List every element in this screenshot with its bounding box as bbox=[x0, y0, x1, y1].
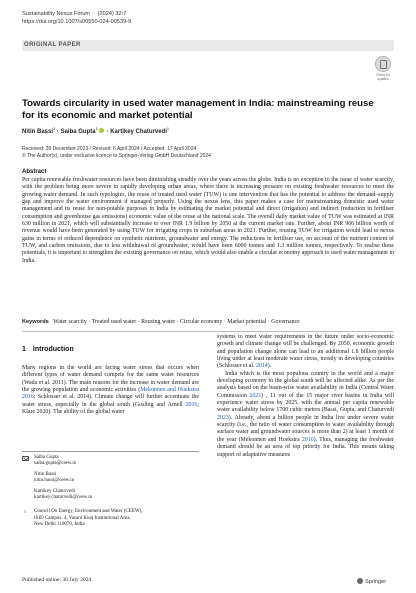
contact-name: Saiba Gupta bbox=[34, 455, 59, 460]
body-column-right bbox=[217, 334, 394, 459]
history-dates: Received: 28 December 2023 / Revised: 6 April 2024 / Accepted: 17 April 2024 bbox=[22, 146, 197, 152]
contact-name: Nitin Bassi bbox=[34, 471, 57, 477]
text-run: ; Klare 2020). The ability of the global water bbox=[22, 401, 199, 416]
correspondence-footnotes bbox=[22, 455, 199, 533]
paragraph bbox=[22, 365, 199, 416]
text-run: ). Already, about a billion people in India live under severe water scarcity (i.e., the ratio of water consumption to water availability through surface water and groundwater sources is more than 2) at least 1 month of the year (Mekonnen and Hoekstra bbox=[217, 414, 394, 443]
keyword: Governance bbox=[271, 319, 300, 325]
author-name[interactable]: Nitin Bassi bbox=[22, 129, 54, 135]
section-title: Introduction bbox=[32, 346, 74, 353]
divider bbox=[22, 331, 394, 332]
affiliation-entry bbox=[22, 509, 199, 528]
keyword: Market potential bbox=[227, 319, 267, 325]
contact-entry bbox=[22, 455, 199, 468]
author-affiliation-mark: 1 bbox=[95, 126, 98, 131]
citation-link[interactable]: 2023 bbox=[217, 414, 229, 421]
affiliation-line: ISID Campus, 4, Vasant Kunj Institutional Area, bbox=[34, 515, 131, 521]
bookmark-icon bbox=[375, 56, 391, 72]
article-history bbox=[22, 146, 211, 160]
article-type-label: ORIGINAL PAPER bbox=[24, 42, 81, 48]
author-name[interactable]: Saiba Gupta bbox=[60, 129, 96, 135]
check-for-updates-label: Check for updates bbox=[376, 73, 390, 81]
paragraph bbox=[217, 334, 394, 371]
contact-name: Kartikey Chaturvedi bbox=[34, 488, 75, 494]
keywords: Keywords Water scarcity · Treated used water · Reusing water · Circular economy · Market potential · Governance bbox=[22, 319, 300, 325]
journal-volume: (2024) 32:7 bbox=[97, 11, 127, 17]
contact-entry bbox=[22, 472, 199, 485]
text-run: systems to meet water requirements in the future under socio-economic growth and climate change will be challenged. By 2050, economic growth and population change alone can lead to an additional 1.8 billion people living under at least moderate water stress, mostly in developing countries (Schlosser et al. bbox=[217, 334, 394, 370]
footnote-divider bbox=[22, 451, 199, 452]
text-run: ). Thus, managing the freshwater demand should be an area of top priority for India. This means taking support of adaptative measures bbox=[217, 436, 394, 458]
contact-email[interactable]: saiba.gupta@ceew.in bbox=[34, 461, 77, 467]
journal-name: Sustainability Nexus Forum bbox=[22, 11, 91, 17]
body-column-left bbox=[22, 365, 199, 416]
check-for-updates-badge[interactable] bbox=[372, 56, 394, 82]
keyword: Circular economy bbox=[179, 319, 223, 325]
publisher-name: Springer bbox=[365, 579, 387, 585]
contact-email[interactable]: kartikey.chaturvedi@ceew.in bbox=[34, 495, 93, 501]
text-run: ). bbox=[267, 363, 272, 370]
paragraph bbox=[217, 371, 394, 459]
article-type-banner bbox=[0, 40, 416, 51]
affiliation-line: New Delhi 110070, India bbox=[34, 522, 85, 528]
citation-link[interactable]: Mekonnen and Hoekstra 2016 bbox=[22, 387, 199, 401]
doi-link[interactable]: https://doi.org/10.1007/s00550-024-00539-9 bbox=[22, 19, 132, 25]
abstract-text: Per capita renewable freshwater resources have been diminishing steadily over the years across the globe. India is no exception to the issue of water scarcity, with the problem being more severe in rapidly developing urban areas, where there is increasing pressure on existing freshwater resources to meet the growing water demand. In such typologies, the reuse of treated used water (TUW) is one intervention that has the potential to address the demand–supply gap and improve the water environment if managed properly. Using the nexus lens, this paper makes a case for mainstreaming domestic used water management and its reuse for non-potable purposes in India by estimating the market potential and direct (irrigation) and indirect (reduction in fertiliser consumption and greenhouse gas emissions) economic value of the reuse at the national scale. The overall daily market value of TUW was estimated at INR 630 million in 2021, which will substantially increase to over INR 1.9 billion by 2050 at the current market rate. Further, about INR 966 billion worth of revenue would have been generated by using TUW for irrigating crops in suburban areas in 2021. Further, reusing TUW for irrigation would lead to nexus gains in terms of reduced dependence on synthetic nutrients, groundwater and energy. The reductions in fertiliser use, on account of the nutrient content of TUW, and carbon emissions, due to less withdrawal of groundwater, would have been 6000 tonnes and 1.3 million tonnes, respectively. To realise these potentials, it is important to strengthen the existing governance on reuse, which would also enable a circular economy approach to used water management in India. bbox=[22, 177, 394, 264]
citation-link[interactable]: 2014 bbox=[255, 363, 268, 370]
publisher-logo bbox=[357, 578, 397, 585]
paper-title: Towards circularity in used water management in India: mainstreaming reuse for its economic and market potential bbox=[22, 98, 374, 121]
author-name[interactable]: Kartikey Chaturvedi bbox=[110, 129, 167, 135]
keyword: Reusing water bbox=[141, 319, 176, 325]
author-affiliation-mark: 1 bbox=[53, 126, 56, 131]
text-run: ) , 11 out of the 15 major river basins in India will experience water stress by 2025, with the annual per capita renewable water availability below 1700 cubic metres (Bassi, Gupta, and Chaturvedi bbox=[217, 392, 394, 414]
text-run: India which is the most populous country in the world and a major developing economy in the global south will be affected alike. As per the analysis based on the basin-wise water availability in India (Central Water Commission bbox=[217, 370, 394, 399]
running-header bbox=[22, 10, 131, 26]
author-affiliation-mark: 1 bbox=[166, 126, 170, 131]
author-list: Nitin Bassi$^1$ · Saiba Gupta$^1$ · Kartikey Chaturvedi$^1$ bbox=[22, 126, 170, 135]
envelope-icon bbox=[22, 456, 29, 461]
affiliation-number: 1 bbox=[24, 509, 26, 515]
copyright-line: © The Author(s), under exclusive licence to Springer-Verlag GmbH Deutschland 2024 bbox=[22, 153, 211, 159]
section-number: 1 bbox=[22, 346, 26, 353]
text-run: Many regions in the world are facing water stress that occurs when different types of water demand compete for the same water resources (Wada et al. 2011). The main reasons for the increase in water demand are the growing population and economic activities ( bbox=[22, 365, 199, 394]
text-run: ; Schlosser et al. 2014). Climate change will further accentuate the water stress, especially in the global south (Gosling and Arnell bbox=[22, 394, 199, 408]
citation-link[interactable]: 2016 bbox=[185, 401, 198, 408]
citation-link[interactable]: 2016 bbox=[301, 436, 314, 443]
contact-entry bbox=[22, 489, 199, 502]
affiliation-line: Council On Energy, Environment and Water (CEEW), bbox=[34, 509, 143, 515]
citation-link[interactable]: 2021 bbox=[249, 392, 262, 399]
keyword: Water scarcity bbox=[53, 319, 87, 325]
contact-email[interactable]: nitin.bassi@ceew.in bbox=[34, 478, 75, 484]
springer-horse-icon bbox=[357, 578, 363, 584]
keyword: Treated used water bbox=[91, 319, 137, 325]
keywords-label: Keywords bbox=[22, 319, 49, 325]
section-heading bbox=[22, 346, 74, 353]
published-date: Published online: 30 July 2024 bbox=[22, 577, 92, 583]
orcid-icon[interactable] bbox=[99, 128, 104, 133]
abstract-heading: Abstract bbox=[22, 169, 47, 175]
